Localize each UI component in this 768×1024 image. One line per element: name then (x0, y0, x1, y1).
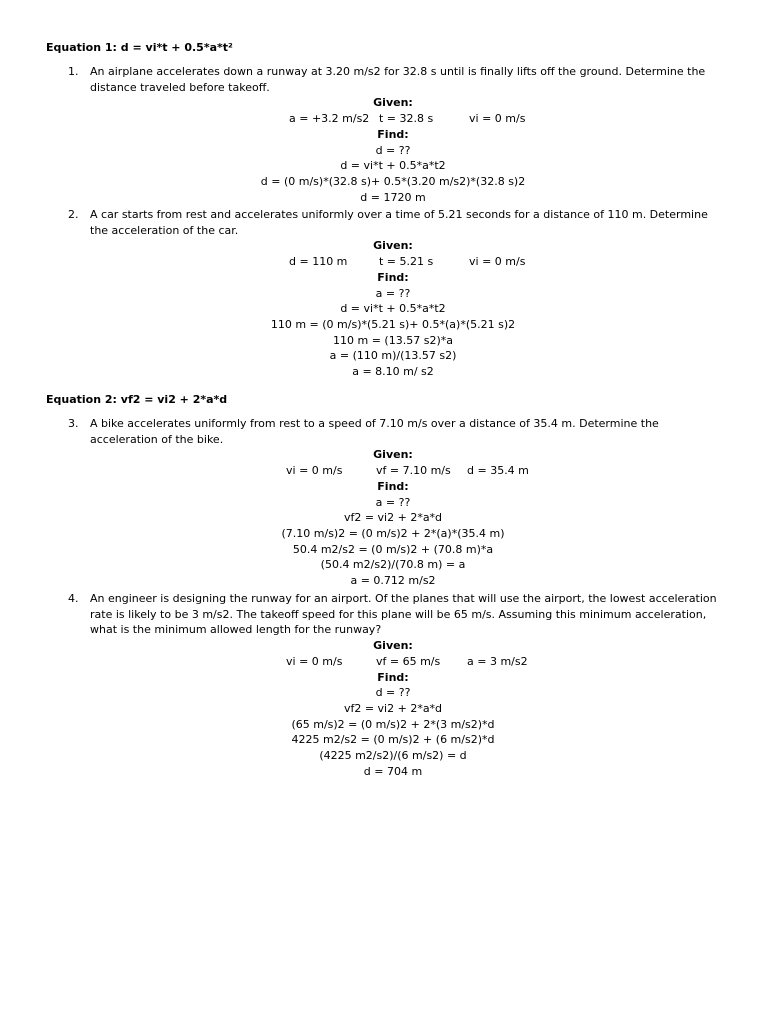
find-label: Find: (377, 670, 409, 684)
problem-text: A car starts from rest and accelerates uniformly over a time of 5.21 seconds for a distance of 110 m. Determine the acceleration of the car. (90, 208, 708, 237)
given-value: d = 110 m (289, 255, 348, 269)
given-value: t = 5.21 s (379, 255, 434, 269)
given-value: d = 35.4 m (467, 464, 529, 478)
find-value: d = ?? (375, 686, 411, 700)
given-values (68, 111, 718, 127)
solution-step: d = vi*t + 0.5*a*t2 (340, 302, 446, 316)
find-value: a = ?? (375, 495, 411, 509)
problem-3 (68, 416, 718, 589)
solution-step: (50.4 m2/s2)/(70.8 m) = a (320, 558, 466, 572)
solution-step: (65 m/s)2 = (0 m/s)2 + 2*(3 m/s2)*d (291, 717, 495, 731)
solution-step: a = 8.10 m/ s2 (352, 365, 434, 379)
solution-step: vf2 = vi2 + 2*a*d (343, 511, 443, 525)
solution-step: 110 m = (13.57 s2)*a (333, 333, 453, 347)
equation2-heading: Equation 2: vf2 = vi2 + 2*a*d (46, 393, 228, 406)
problem-text: An airplane accelerates down a runway at 3.20 m/s2 for 32.8 s until is finally lifts off the ground. Determine the distance traveled before takeoff. (90, 65, 706, 94)
problem-number: 2. (68, 208, 79, 221)
given-value: vf = 7.10 m/s (376, 464, 451, 478)
solution-step: d = vi*t + 0.5*a*t2 (340, 159, 446, 173)
problem-4 (68, 591, 718, 779)
given-value: vi = 0 m/s (469, 112, 526, 126)
equation1-heading: Equation 1: d = vi*t + 0.5*a*t² (46, 41, 233, 54)
solution-step: d = 704 m (363, 764, 423, 778)
given-value: t = 32.8 s (379, 112, 434, 126)
find-label: Find: (377, 479, 409, 493)
given-value: vi = 0 m/s (286, 464, 343, 478)
solution-step: d = 1720 m (360, 190, 426, 204)
find-value: d = ?? (375, 143, 411, 157)
given-label: Given: (373, 639, 413, 653)
find-label: Find: (377, 270, 409, 284)
given-values (68, 463, 718, 479)
given-values (68, 254, 718, 270)
given-value: vi = 0 m/s (286, 654, 343, 668)
given-value: a = 3 m/s2 (467, 654, 528, 668)
solution-step: (4225 m2/s2)/(6 m/s2) = d (319, 749, 467, 763)
given-label: Given: (373, 448, 413, 462)
solution-step: 50.4 m2/s2 = (0 m/s)2 + (70.8 m)*a (292, 542, 494, 556)
find-value: a = ?? (375, 286, 411, 300)
solution-step: a = (110 m)/(13.57 s2) (329, 349, 457, 363)
problem-text: An engineer is designing the runway for an airport. Of the planes that will use the airport, the lowest acceleration rate is likely to be 3 m/s2. The takeoff speed for this plane will be 65 m/s. Assuming this minimum acceleration, what is the minimum allowed length for the runway? (90, 592, 717, 637)
given-label: Given: (373, 96, 413, 110)
given-value: vi = 0 m/s (469, 255, 526, 269)
given-value: a = +3.2 m/s2 (289, 112, 370, 126)
given-value: vf = 65 m/s (376, 654, 441, 668)
find-label: Find: (377, 127, 409, 141)
problem-text: A bike accelerates uniformly from rest to a speed of 7.10 m/s over a distance of 35.4 m. Determine the acceleration of the bike. (90, 417, 659, 446)
problem-number: 1. (68, 65, 79, 78)
problem-number: 4. (68, 592, 79, 605)
given-label: Given: (373, 239, 413, 253)
solution-step: d = (0 m/s)*(32.8 s)+ 0.5*(3.20 m/s2)*(32.8 s)2 (260, 174, 526, 188)
solution-step: 110 m = (0 m/s)*(5.21 s)+ 0.5*(a)*(5.21 s)2 (270, 317, 516, 331)
problem-2 (68, 207, 718, 380)
solution-step: 4225 m2/s2 = (0 m/s)2 + (6 m/s2)*d (291, 733, 495, 747)
solution-step: a = 0.712 m/s2 (350, 574, 436, 588)
problem-1 (68, 64, 718, 205)
given-values (68, 654, 718, 670)
solution-step: vf2 = vi2 + 2*a*d (343, 701, 443, 715)
solution-step: (7.10 m/s)2 = (0 m/s)2 + 2*(a)*(35.4 m) (281, 526, 505, 540)
problem-number: 3. (68, 417, 79, 430)
